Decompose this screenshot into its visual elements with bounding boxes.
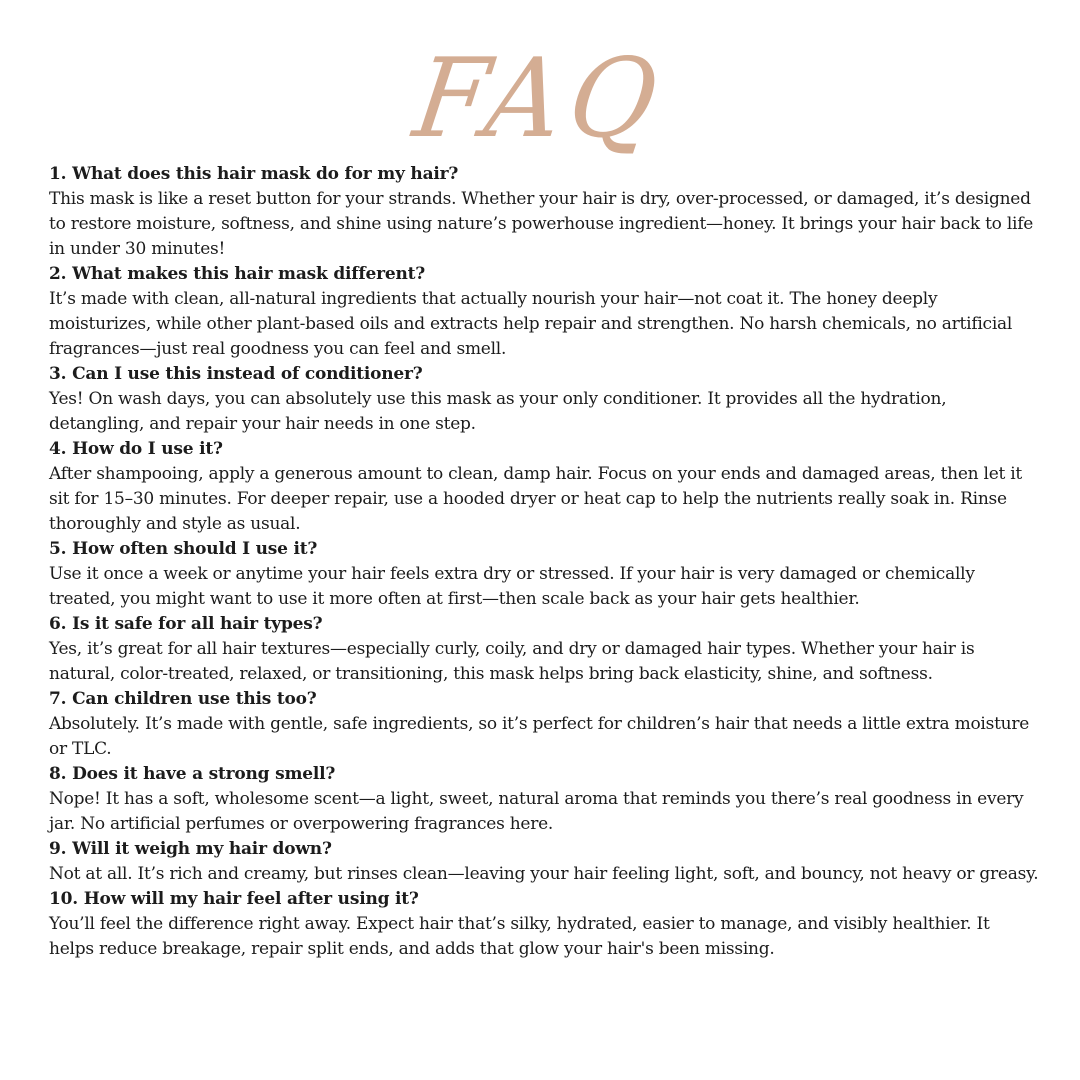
faq-question: 3. Can I use this instead of conditioner? (49, 364, 423, 384)
faq-answer: After shampooing, apply a generous amount to clean, damp hair. Focus on your ends and damaged areas, then let it sit for 15–30 minutes. For deeper repair, use a hooded dryer or heat cap to help the nutrients really soak in. Rinse thoroughly and style as usual. (49, 464, 1023, 534)
faq-item-3 (49, 362, 1039, 437)
faq-answer: Yes! On wash days, you can absolutely use this mask as your only conditioner. It provides all the hydration, detangling, and repair your hair needs in one step. (49, 389, 947, 434)
faq-answer: Nope! It has a soft, wholesome scent—a light, sweet, natural aroma that reminds you there’s real goodness in every jar. No artificial perfumes or overpowering fragrances here. (49, 789, 1024, 834)
faq-question: 4. How do I use it? (49, 439, 223, 459)
faq-answer: Absolutely. It’s made with gentle, safe ingredients, so it’s perfect for children’s hair that needs a little extra moisture or TLC. (49, 714, 1030, 759)
faq-item-6 (49, 612, 1039, 687)
faq-question: 1. What does this hair mask do for my hair? (49, 164, 459, 184)
faq-item-5 (49, 537, 1039, 612)
faq-item-10 (49, 887, 1039, 962)
faq-question: 8. Does it have a strong smell? (49, 764, 336, 784)
faq-answer: Not at all. It’s rich and creamy, but rinses clean—leaving your hair feeling light, soft, and bouncy, not heavy or greasy. (49, 864, 1039, 884)
faq-question: 10. How will my hair feel after using it? (49, 889, 419, 909)
faq-answer: This mask is like a reset button for your strands. Whether your hair is dry, over-processed, or damaged, it’s designed to restore moisture, softness, and shine using nature’s powerhouse ingredient—honey. It brings your hair back to life in under 30 minutes! (49, 189, 1034, 259)
faq-item-7 (49, 687, 1039, 762)
faq-answer: Yes, it’s great for all hair textures—especially curly, coily, and dry or damaged hair types. Whether your hair is natural, color-treated, relaxed, or transitioning, this mask helps bring back elasticity, shine, and softness. (49, 639, 975, 684)
faq-answer: It’s made with clean, all-natural ingredients that actually nourish your hair—not coat it. The honey deeply moisturizes, while other plant-based oils and extracts help repair and strengthen. No harsh chemicals, no artificial fragrances—just real goodness you can feel and smell. (49, 289, 1013, 359)
faq-item-2 (49, 262, 1039, 362)
faq-question: 2. What makes this hair mask different? (49, 264, 426, 284)
faq-answer: You’ll feel the difference right away. Expect hair that’s silky, hydrated, easier to manage, and visibly healthier. It helps reduce breakage, repair split ends, and adds that glow your hair's been missing. (49, 914, 990, 959)
faq-question: 7. Can children use this too? (49, 689, 317, 709)
faq-item-8 (49, 762, 1039, 837)
faq-item-9 (49, 837, 1039, 887)
faq-list (49, 162, 1039, 962)
faq-item-4 (49, 437, 1039, 537)
page-title: FAQ (407, 33, 673, 163)
faq-question: 9. Will it weigh my hair down? (49, 839, 332, 859)
faq-title-container (0, 33, 1080, 168)
faq-item-1 (49, 162, 1039, 262)
faq-question: 5. How often should I use it? (49, 539, 318, 559)
faq-question: 6. Is it safe for all hair types? (49, 614, 323, 634)
faq-answer: Use it once a week or anytime your hair feels extra dry or stressed. If your hair is very damaged or chemically treated, you might want to use it more often at first—then scale back as your hair gets healthier. (49, 564, 975, 609)
